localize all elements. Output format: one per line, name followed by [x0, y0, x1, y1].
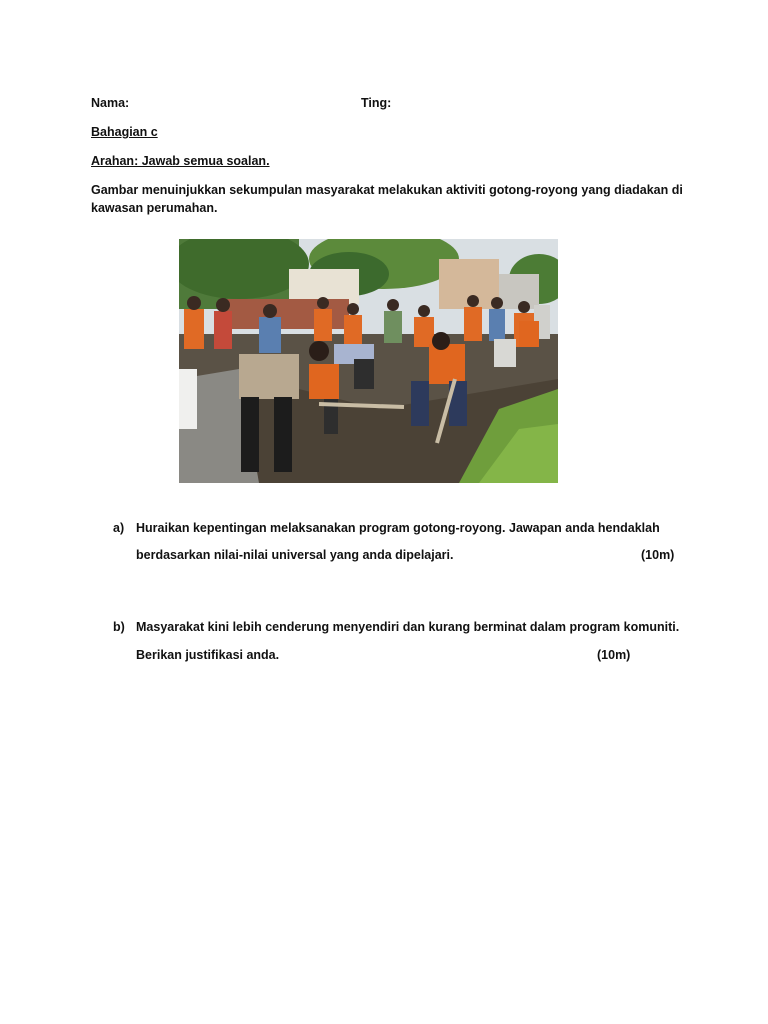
intro-line-1: Gambar menuinjukkan sekumpulan masyarakat melakukan aktiviti gotong-royong yang diadakan di — [91, 183, 683, 197]
intro-line-2: kawasan perumahan. — [91, 201, 218, 215]
question-a-line-1: Huraikan kepentingan melaksanakan program gotong-royong. Jawapan anda hendaklah — [136, 521, 660, 535]
question-a-marks: (10m) — [641, 548, 675, 562]
photo-illustration — [179, 239, 558, 483]
question-b-marks: (10m) — [597, 648, 631, 662]
question-b-line-1: Masyarakat kini lebih cenderung menyendiri dan kurang berminat dalam program komuniti. — [136, 620, 680, 634]
question-b-marker: b) — [113, 620, 125, 634]
instruction-text: Arahan: Jawab semua soalan. — [91, 154, 270, 168]
name-label: Nama: — [91, 96, 130, 110]
question-b-line-2: Berikan justifikasi anda. — [136, 648, 280, 662]
question-a-line-2: berdasarkan nilai-nilai universal yang anda dipelajari. — [136, 548, 454, 562]
question-a-marker: a) — [113, 521, 125, 535]
class-label: Ting: — [361, 96, 392, 110]
section-title: Bahagian c — [91, 125, 158, 139]
gotong-royong-photo — [179, 239, 558, 483]
